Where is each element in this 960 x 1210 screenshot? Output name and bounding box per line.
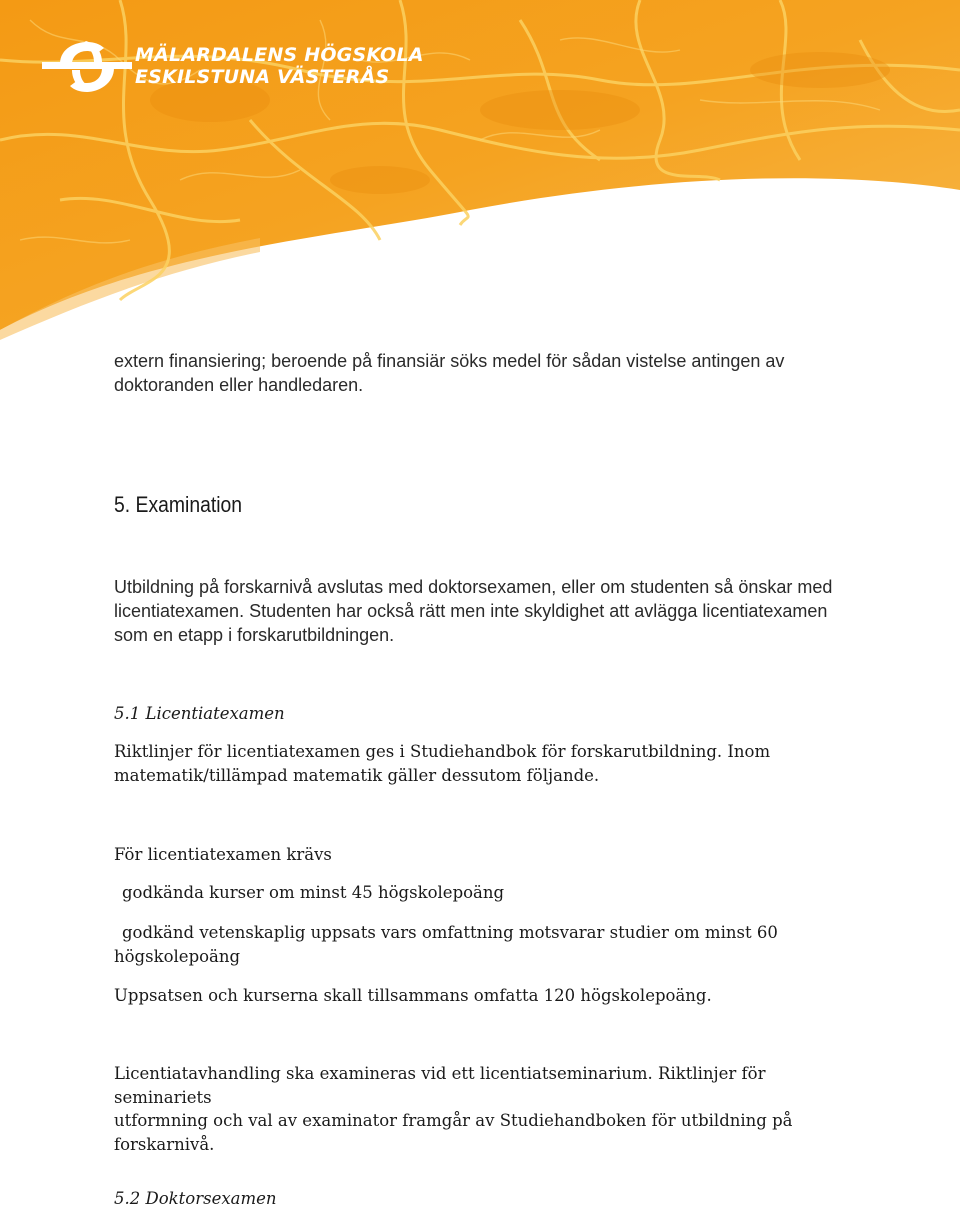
requirement-item-2 <box>114 921 854 968</box>
text-line: licentiatexamen. Studenten har också rätt men inte skyldighet att avlägga licentiatexamen <box>114 601 828 621</box>
requirements-total: Uppsatsen och kurserna skall tillsammans omfatta 120 högskolepoäng. <box>114 986 712 1005</box>
text-line: Riktlinjer för licentiatexamen ges i Studiehandbok för forskarutbildning. Inom <box>114 742 771 761</box>
subheading-doctorate: 5.2 Doktorsexamen <box>114 1189 277 1208</box>
intro-paragraph <box>114 349 854 397</box>
text-line: godkänd vetenskaplig uppsats vars omfattning motsvarar studier om minst 60 <box>122 923 778 942</box>
text-line: extern finansiering; beroende på finansiär söks medel för sådan vistelse antingen av <box>114 351 785 371</box>
subheading-licentiate: 5.1 Licentiatexamen <box>114 704 285 723</box>
text-line: forskarnivå. <box>114 1134 215 1154</box>
logo-emblem-icon <box>42 40 132 96</box>
logo-wordmark <box>135 44 424 88</box>
requirement-item-1: godkända kurser om minst 45 högskolepoäng <box>122 883 505 902</box>
text-line: utformning och val av examinator framgår av Studiehandboken för utbildning på <box>114 1111 793 1130</box>
logo-line-2: ESKILSTUNA VÄSTERÅS <box>135 66 390 88</box>
guidelines-paragraph <box>114 740 854 787</box>
text-line: som en etapp i forskarutbildningen. <box>114 625 395 645</box>
text-line: Utbildning på forskarnivå avslutas med doktorsexamen, eller om studenten så önskar med <box>114 577 833 597</box>
text-line: högskolepoäng <box>114 946 241 966</box>
logo-line-1: MÄLARDALENS HÖGSKOLA <box>135 44 424 66</box>
seminar-paragraph <box>114 1062 854 1156</box>
section-heading: 5. Examination <box>114 492 243 517</box>
examination-paragraph <box>114 575 854 647</box>
text-line: doktoranden eller handledaren. <box>114 375 364 395</box>
requirements-intro: För licentiatexamen krävs <box>114 845 332 864</box>
text-line: matematik/tillämpad matematik gäller dessutom följande. <box>114 765 600 785</box>
text-line: Licentiatavhandling ska examineras vid ett licentiatseminarium. Riktlinjer för seminariets <box>114 1064 766 1107</box>
